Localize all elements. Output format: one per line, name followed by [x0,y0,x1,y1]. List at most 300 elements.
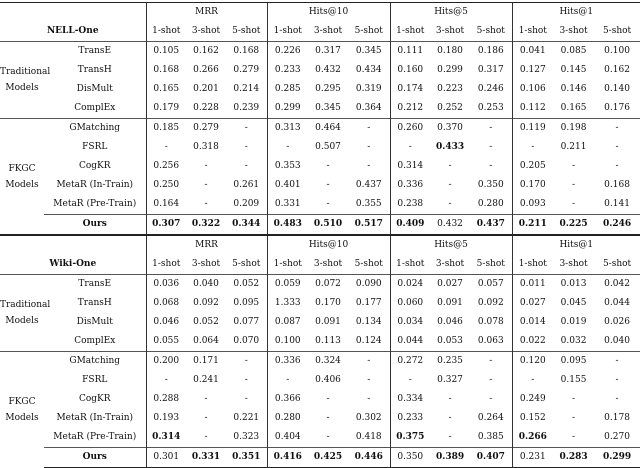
value-cell: - [367,142,371,152]
value-cell: 0.087 [267,313,308,332]
value-cell: 0.052 [193,317,219,327]
value-cell: 0.090 [348,275,390,295]
value-cell: 0.260 [390,119,430,139]
value-cell: - [226,352,267,372]
value-cell: - [448,432,452,442]
value-cell: - [615,394,619,404]
value-cell: 0.180 [430,42,470,62]
value-cell: 0.385 [477,432,504,442]
value-cell: - [470,352,512,372]
value-cell: 0.200 [146,352,186,372]
table-row [0,215,640,236]
value-cell: - [615,142,619,152]
value-cell: 0.022 [512,332,553,352]
value-cell: 0.072 [308,275,348,295]
value-cell: 0.418 [355,432,382,442]
group-label-line: FKGC [8,396,36,407]
value-cell: - [367,394,371,404]
header-metric-3: Hits@1 [512,3,640,23]
value-cell: - [326,161,330,171]
header-shot: 3-shot [559,259,588,269]
value-cell: 0.068 [153,298,180,308]
value-cell: 0.299 [594,448,640,468]
value-cell: 0.026 [604,317,630,327]
value-cell: 0.211 [512,215,553,236]
header-metric-2: Hits@5 [390,3,512,23]
value-cell: 0.078 [477,317,504,327]
value-cell: 0.055 [153,336,180,346]
value-cell: 0.036 [146,275,186,295]
header-metric-2: Hits@5 [390,235,512,255]
value-cell: 0.124 [355,336,382,346]
value-cell: 0.353 [267,157,308,176]
value-cell: 0.209 [233,199,260,209]
value-cell: 0.425 [308,448,348,468]
value-cell: 0.106 [512,80,553,99]
header-shot: 5-shot [602,26,632,36]
value-cell: 0.019 [560,317,587,327]
dataset-name: Wiki-One [0,255,146,275]
value-cell: 0.112 [512,99,553,119]
header-metric-0: MRR [146,235,267,255]
value-cell: 0.168 [226,42,267,62]
value-cell: 0.063 [477,336,504,346]
table-row [0,176,640,195]
value-cell: - [572,394,576,404]
value-cell: 0.433 [435,142,465,152]
value-cell: - [489,375,493,385]
value-cell: - [489,161,493,171]
value-cell: 0.299 [437,65,463,75]
value-cell: 0.085 [553,42,594,62]
value-cell: 0.032 [560,336,587,346]
value-cell: 0.044 [390,332,430,352]
value-cell: 0.127 [512,61,553,80]
value-cell: 0.170 [315,298,341,308]
value-cell: 0.145 [560,65,587,75]
value-cell: 0.141 [604,199,630,209]
value-cell: 0.057 [470,275,512,295]
value-cell: 0.044 [604,298,630,308]
value-cell: 0.092 [477,298,504,308]
value-cell: 0.285 [267,80,308,99]
value-cell: 0.280 [267,409,308,428]
value-cell: 0.355 [355,199,382,209]
header-shot: 1-shot [267,255,308,275]
value-cell: 0.212 [390,99,430,119]
value-cell: 0.350 [477,180,504,190]
value-cell: - [367,161,371,171]
value-cell: - [572,161,576,171]
value-cell: 0.231 [512,448,553,468]
header-shot: 5-shot [476,259,505,269]
table-row [0,294,640,313]
table-row [0,352,640,372]
model-name: TransH [44,294,146,313]
value-cell: 0.201 [193,84,219,94]
value-cell: 0.327 [437,375,463,385]
value-cell: 0.510 [308,215,348,236]
value-cell: 0.052 [226,275,267,295]
model-name: TransE [44,42,146,62]
value-cell: 0.014 [512,313,553,332]
value-cell: 0.165 [153,84,180,94]
model-name: MetaR (Pre-Train) [44,195,146,215]
value-cell: 0.322 [186,215,226,236]
value-cell: 0.270 [604,432,630,442]
value-cell: 0.264 [477,413,504,423]
model-name: MetaR (Pre-Train) [44,428,146,448]
value-cell: 0.299 [267,99,308,119]
value-cell: 0.404 [267,428,308,448]
model-group-label [0,352,44,468]
value-cell: 0.174 [390,80,430,99]
value-cell: 0.113 [315,336,341,346]
header-empty-cell [0,3,146,23]
table-row [0,99,640,119]
value-cell: - [348,119,390,139]
header-metric-0: MRR [146,3,267,23]
group-label-line: Models [5,412,39,423]
value-cell: - [244,142,248,152]
value-cell: 0.307 [146,215,186,236]
value-cell: 0.317 [477,65,504,75]
group-label-line: Traditional [0,300,51,310]
value-cell: 0.168 [153,65,180,75]
value-cell: - [267,371,308,390]
header-shot: 3-shot [435,259,465,269]
table-row [0,119,640,139]
value-cell: 0.185 [146,119,186,139]
header-shot: 5-shot [232,259,261,269]
model-name: Ours [44,448,146,468]
value-cell: - [470,119,512,139]
value-cell: 0.140 [604,84,630,94]
table-row [0,195,640,215]
value-cell: - [489,394,493,404]
table-row [0,275,640,295]
value-cell: 0.060 [390,294,430,313]
value-cell: 0.437 [470,215,512,236]
value-cell: 0.100 [594,42,640,62]
value-cell: - [512,371,553,390]
value-cell: 0.091 [315,317,341,327]
header-shot: 5-shot [476,26,505,36]
value-cell: - [390,138,430,157]
value-cell: 0.221 [233,413,260,423]
value-cell: 0.105 [146,42,186,62]
value-cell: 0.266 [512,428,553,448]
value-cell: 0.464 [308,119,348,139]
value-cell: 0.416 [267,448,308,468]
value-cell: - [512,138,553,157]
value-cell: 0.120 [512,352,553,372]
value-cell: 0.013 [553,275,594,295]
value-cell: 0.027 [430,275,470,295]
value-cell: 0.351 [226,448,267,468]
group-label-line: Models [5,316,39,326]
value-cell: 0.336 [267,352,308,372]
value-cell: 0.324 [308,352,348,372]
value-cell: 0.279 [233,65,260,75]
value-cell: 0.211 [560,142,587,152]
value-cell: 0.241 [193,375,219,385]
table-row [0,61,640,80]
header-shot: 5-shot [232,26,261,36]
table-row [0,42,640,62]
value-cell: 0.042 [594,275,640,295]
value-cell: 0.246 [594,215,640,236]
value-cell: 0.152 [512,409,553,428]
value-cell: 0.233 [267,61,308,80]
value-cell: 0.364 [355,103,382,113]
model-name: ComplEx [44,99,146,119]
value-cell: 0.040 [604,336,630,346]
value-cell: 0.205 [512,157,553,176]
value-cell: 0.091 [437,298,463,308]
value-cell: - [164,375,168,385]
value-cell: 0.318 [193,142,219,152]
model-name: MetaR (In-Train) [44,176,146,195]
value-cell: 0.409 [390,215,430,236]
value-cell: - [615,375,619,385]
value-cell: 0.253 [477,103,504,113]
model-group-label [0,42,51,119]
value-cell: 0.317 [308,42,348,62]
value-cell: 0.246 [477,84,504,94]
value-cell: - [594,352,640,372]
value-cell: 0.164 [153,199,180,209]
value-cell: 0.323 [233,432,260,442]
header-shot: 1-shot [152,259,181,269]
value-cell: 0.011 [512,275,553,295]
value-cell: 0.336 [390,176,430,195]
value-cell: 0.198 [553,119,594,139]
value-cell: 0.238 [390,195,430,215]
value-cell: 0.319 [355,84,382,94]
group-label-line: Models [5,83,39,93]
value-cell: 0.155 [560,375,587,385]
value-cell: 0.134 [355,317,382,327]
value-cell: - [244,161,248,171]
value-cell: 0.064 [193,336,219,346]
header-metric-3: Hits@1 [512,235,640,255]
value-cell: 0.266 [193,65,219,75]
value-cell: - [572,432,576,442]
value-cell: 0.179 [153,103,180,113]
value-cell: - [244,375,248,385]
table-row [0,313,640,332]
value-cell: - [448,199,452,209]
header-shot: 5-shot [354,259,383,269]
group-label-line: Traditional [0,67,51,77]
value-cell: 0.302 [355,413,382,423]
value-cell: 0.223 [437,84,463,94]
value-cell: - [594,119,640,139]
value-cell: 0.228 [193,103,219,113]
value-cell: 0.077 [233,317,260,327]
value-cell: 0.437 [355,180,382,190]
value-cell: 0.024 [390,275,430,295]
value-cell: - [204,394,208,404]
value-cell: 0.345 [315,103,341,113]
value-cell: 0.432 [315,65,341,75]
model-name: MetaR (In-Train) [44,409,146,428]
value-cell: - [204,432,208,442]
value-cell: 0.165 [560,103,587,113]
value-cell: - [204,180,208,190]
value-cell: 0.119 [512,119,553,139]
header-shot: 3-shot [313,26,343,36]
value-cell: - [348,352,390,372]
header-metric-1: Hits@10 [267,235,390,255]
model-name: TransH [44,61,146,80]
value-cell: - [615,161,619,171]
value-cell: - [390,371,430,390]
model-name: Ours [44,215,146,236]
value-cell: 0.279 [186,119,226,139]
value-cell: 0.186 [470,42,512,62]
value-cell: 0.095 [233,298,260,308]
group-label-line: FKGC [8,163,36,174]
value-cell: 0.059 [267,275,308,295]
value-cell: - [367,375,371,385]
value-cell: - [226,119,267,139]
value-cell: 0.314 [390,157,430,176]
value-cell: - [204,413,208,423]
table-row [0,80,640,99]
table-row [0,390,640,409]
value-cell: 0.252 [437,103,463,113]
header-empty-cell [0,235,146,255]
value-cell: 0.146 [560,84,587,94]
value-cell: 0.233 [390,409,430,428]
group-label-line: Models [5,179,39,190]
value-cell: 0.407 [470,448,512,468]
value-cell: - [244,394,248,404]
header-shot: 3-shot [191,259,221,269]
value-cell: 0.162 [604,65,630,75]
value-cell: 0.366 [267,390,308,409]
table-row [0,332,640,352]
header-shot: 1-shot [512,22,553,42]
value-cell: 0.214 [233,84,260,94]
header-shot: 5-shot [602,259,632,269]
value-cell: 0.507 [315,142,341,152]
value-cell: 0.432 [430,215,470,236]
model-name: CogKR [44,390,146,409]
model-name: FSRL [44,138,146,157]
value-cell: 0.261 [233,180,260,190]
value-cell: 0.093 [512,195,553,215]
value-cell: - [572,413,576,423]
value-cell: 0.070 [233,336,260,346]
value-cell: 0.350 [390,448,430,468]
value-cell: 0.040 [186,275,226,295]
header-shot: 1-shot [152,26,181,36]
value-cell: 0.406 [315,375,341,385]
value-cell: - [204,199,208,209]
value-cell: - [267,138,308,157]
model-name: FSRL [44,371,146,390]
value-cell: 0.027 [512,294,553,313]
value-cell: - [572,180,576,190]
value-cell: 0.389 [430,448,470,468]
header-shot: 1-shot [390,22,430,42]
model-name: CogKR [44,157,146,176]
value-cell: 0.171 [186,352,226,372]
value-cell: - [326,413,330,423]
value-cell: 0.313 [267,119,308,139]
value-cell: 0.034 [390,313,430,332]
header-shot: 1-shot [267,22,308,42]
header-row-shots [0,22,640,42]
value-cell: 1.333 [267,294,308,313]
value-cell: 0.176 [604,103,630,113]
value-cell: 0.280 [477,199,504,209]
header-shot: 3-shot [559,26,588,36]
header-metric-1: Hits@10 [267,3,390,23]
value-cell: - [204,161,208,171]
model-group-label [0,275,51,352]
value-cell: - [326,432,330,442]
header-row-groups [0,3,640,23]
value-cell: 0.401 [267,176,308,195]
value-cell: - [572,199,576,209]
model-name: GMatching [44,352,146,372]
value-cell: 0.111 [390,42,430,62]
model-group-label [0,119,44,236]
table-row [0,428,640,448]
value-cell: 0.434 [355,65,382,75]
value-cell: 0.288 [153,394,180,404]
value-cell: 0.041 [512,42,553,62]
value-cell: 0.053 [437,336,463,346]
value-cell: 0.249 [512,390,553,409]
value-cell: - [326,199,330,209]
value-cell: 0.272 [390,352,430,372]
table-row [0,138,640,157]
value-cell: 0.314 [152,432,181,442]
value-cell: 0.239 [233,103,260,113]
value-cell: - [448,413,452,423]
value-cell: 0.168 [604,180,630,190]
value-cell: 0.331 [267,195,308,215]
value-cell: 0.483 [267,215,308,236]
header-shot: 5-shot [354,26,383,36]
value-cell: 0.334 [390,390,430,409]
value-cell: 0.517 [348,215,390,236]
value-cell: 0.256 [153,161,180,171]
value-cell: 0.331 [186,448,226,468]
table-row [0,409,640,428]
header-shot: 3-shot [435,26,465,36]
value-cell: - [448,161,452,171]
value-cell: 0.092 [193,298,219,308]
value-cell: - [489,142,493,152]
value-cell: - [448,394,452,404]
header-shot: 3-shot [191,26,221,36]
results-table [0,2,640,468]
value-cell: 0.170 [512,176,553,195]
header-shot: 3-shot [313,259,343,269]
value-cell: 0.177 [355,298,382,308]
value-cell: 0.235 [430,352,470,372]
table-row [0,448,640,468]
header-shot: 1-shot [512,255,553,275]
value-cell: 0.095 [553,352,594,372]
value-cell: 0.301 [146,448,186,468]
